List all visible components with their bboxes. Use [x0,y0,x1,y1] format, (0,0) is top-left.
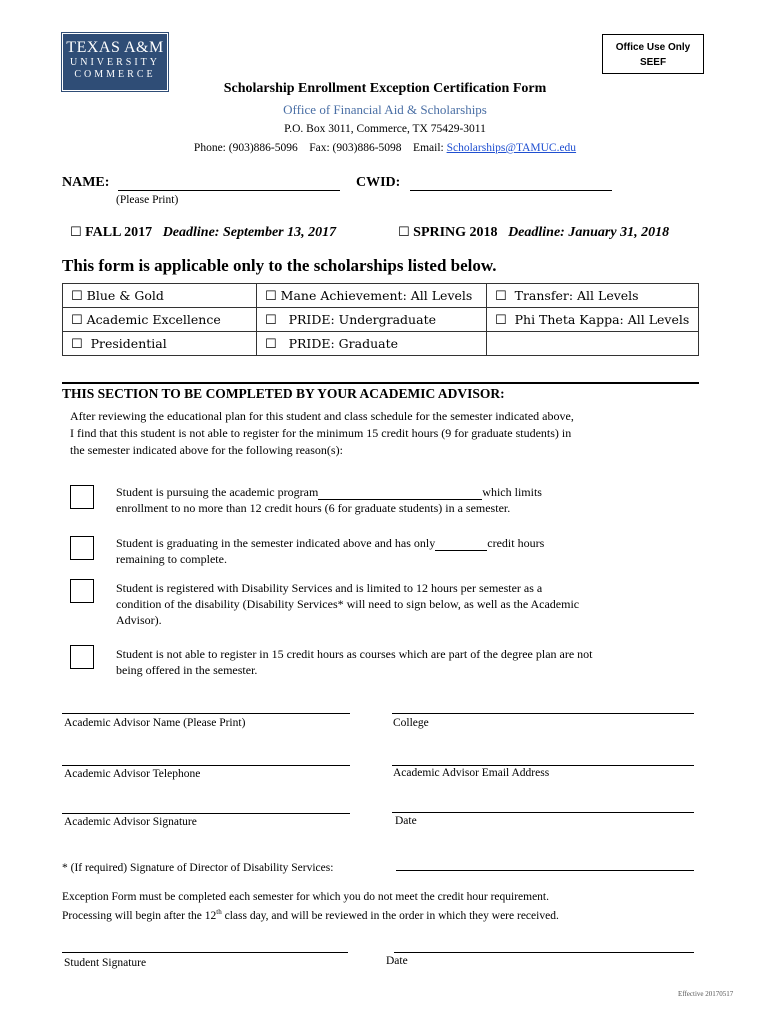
scholarship-checkbox[interactable]: ☐ [71,312,83,328]
term-spring [398,225,669,241]
scholarship-cell[interactable] [257,332,487,356]
scholarship-label: Mane Achievement: All Levels [280,287,473,303]
advisor-signature-label: Academic Advisor Signature [64,816,197,828]
cwid-label: CWID: [356,175,401,190]
scholarship-label: PRIDE: Undergraduate [288,311,436,327]
fall-deadline: Deadline: September 13, 2017 [162,225,337,240]
term-fall [70,225,336,241]
fall-checkbox[interactable]: ☐ [70,225,82,240]
note-superscript: th [216,908,222,916]
table-row [63,332,699,356]
reason-3-text [116,580,676,628]
section-divider [62,382,699,384]
reason-text: remaining to complete. [116,552,227,566]
reason-text: Student is pursuing the academic program [116,485,319,499]
form-subtitle: Office of Financial Aid & Scholarships [283,102,487,117]
office-use-label: Office Use Only [615,42,691,53]
reason-text: condition of the disability (Disability Services* will need to sign below, as well as the Academic [116,597,580,611]
spring-checkbox[interactable]: ☐ [398,225,410,240]
office-contact [0,142,770,154]
scholarship-cell[interactable] [63,284,257,308]
academic-program-field[interactable] [318,487,482,500]
spring-season: SPRING 2018 [413,225,498,240]
advisor-intro [70,408,690,459]
reason-1-checkbox[interactable] [70,485,94,509]
reason-text: which limits [482,485,542,499]
reason-text: Student is not able to register in 15 credit hours as courses which are part of the degree plan are not [116,647,593,661]
reason-text: credit hours [487,536,545,550]
scholarship-label: Transfer: All Levels [514,287,639,303]
reason-text: Student is registered with Disability Services and is limited to 12 hours per semester as a [116,581,543,595]
reason-1-text [116,484,676,516]
disability-director-label: * (If required) Signature of Director of Disability Services: [62,862,334,874]
office-use-box [602,34,704,74]
cwid-field[interactable] [410,176,612,191]
reason-4-checkbox[interactable] [70,645,94,669]
intro-line: After reviewing the educational plan for this student and class schedule for the semester indicated above, [70,409,574,423]
scholarship-cell[interactable] [63,332,257,356]
reason-4-text [116,646,676,678]
reason-text: Advisor). [116,613,162,627]
office-fax: Fax: (903)886-5098 [309,142,402,154]
reason-text: Student is graduating in the semester indicated above and has only [116,536,436,550]
scholarship-label: PRIDE: Graduate [288,335,399,351]
student-signature-line[interactable] [62,952,348,953]
office-address: P.O. Box 3011, Commerce, TX 75429-3011 [284,123,486,135]
office-use-code: SEEF [639,57,667,68]
scholarship-checkbox[interactable]: ☐ [265,312,277,328]
logo-line-2: UNIVERSITY [70,57,160,68]
scholarship-label: Presidential [90,335,167,351]
please-print-note: (Please Print) [116,194,179,206]
email-label: Email: [413,142,444,154]
reason-3-checkbox[interactable] [70,579,94,603]
scholarship-checkbox[interactable]: ☐ [71,288,83,304]
office-phone: Phone: (903)886-5096 [193,142,298,154]
form-title: Scholarship Enrollment Exception Certification Form [223,81,547,96]
advisor-phone-line[interactable] [62,765,350,766]
intro-line: I find that this student is not able to register for the minimum 15 credit hours (9 for graduate students) in [70,426,572,440]
logo-line-3: COMMERCE [74,69,156,80]
disability-director-line[interactable] [396,870,694,871]
advisor-email-line[interactable] [392,765,694,766]
reason-2-text [116,535,676,567]
office-email-link[interactable]: Scholarships@TAMUC.edu [446,142,577,154]
scholarship-checkbox[interactable]: ☐ [495,312,507,328]
student-date-line[interactable] [394,952,694,953]
scholarship-cell[interactable] [487,308,699,332]
scholarship-cell[interactable] [257,308,487,332]
processing-note [62,890,702,924]
advisor-phone-label: Academic Advisor Telephone [64,768,201,780]
name-field[interactable] [118,176,340,191]
advisor-section-title: THIS SECTION TO BE COMPLETED BY YOUR ACADEMIC ADVISOR: [62,386,505,401]
advisor-name-label: Academic Advisor Name (Please Print) [64,717,246,729]
advisor-email-label: Academic Advisor Email Address [393,767,550,779]
scholarship-checkbox[interactable]: ☐ [265,336,277,352]
reason-text: enrollment to no more than 12 credit hours (6 for graduate students) in a semester. [116,501,511,515]
table-row [63,308,699,332]
scholarship-table [62,283,699,356]
advisor-date-line[interactable] [392,812,694,813]
name-label: NAME: [62,175,110,190]
note-text: class day, and will be reviewed in the order in which they were received. [221,909,559,922]
fall-season: FALL 2017 [85,225,153,240]
note-line [62,905,702,924]
advisor-date-label: Date [395,815,417,827]
effective-date: Effective 20170517 [678,990,734,998]
intro-line: the semester indicated above for the following reason(s): [70,443,343,457]
reason-2-checkbox[interactable] [70,536,94,560]
reason-text: being offered in the semester. [116,663,258,677]
remaining-hours-field[interactable] [435,538,487,551]
logo-line-1: TEXAS A&M [66,39,164,56]
spring-deadline: Deadline: January 31, 2018 [508,225,670,240]
table-row [63,284,699,308]
scholarship-label: Academic Excellence [86,311,221,327]
student-date-label: Date [386,955,408,967]
college-line[interactable] [392,713,694,714]
advisor-name-line[interactable] [62,713,350,714]
scholarship-cell[interactable] [487,284,699,308]
student-signature-label: Student Signature [64,957,147,969]
scholarship-heading: This form is applicable only to the scholarships listed below. [62,256,497,275]
empty-cell [487,332,699,356]
scholarship-label: Blue & Gold [86,287,164,303]
scholarship-checkbox[interactable]: ☐ [71,336,83,352]
college-label: College [393,717,429,729]
note-text: Processing will begin after the 12 [62,909,217,922]
scholarship-label: Phi Theta Kappa: All Levels [514,311,690,327]
scholarship-checkbox[interactable]: ☐ [495,288,507,304]
scholarship-checkbox[interactable]: ☐ [265,288,277,304]
note-line: Exception Form must be completed each semester for which you do not meet the credit hour requirement. [62,891,550,903]
scholarship-cell[interactable] [257,284,487,308]
scholarship-cell[interactable] [63,308,257,332]
advisor-signature-line[interactable] [62,813,350,814]
